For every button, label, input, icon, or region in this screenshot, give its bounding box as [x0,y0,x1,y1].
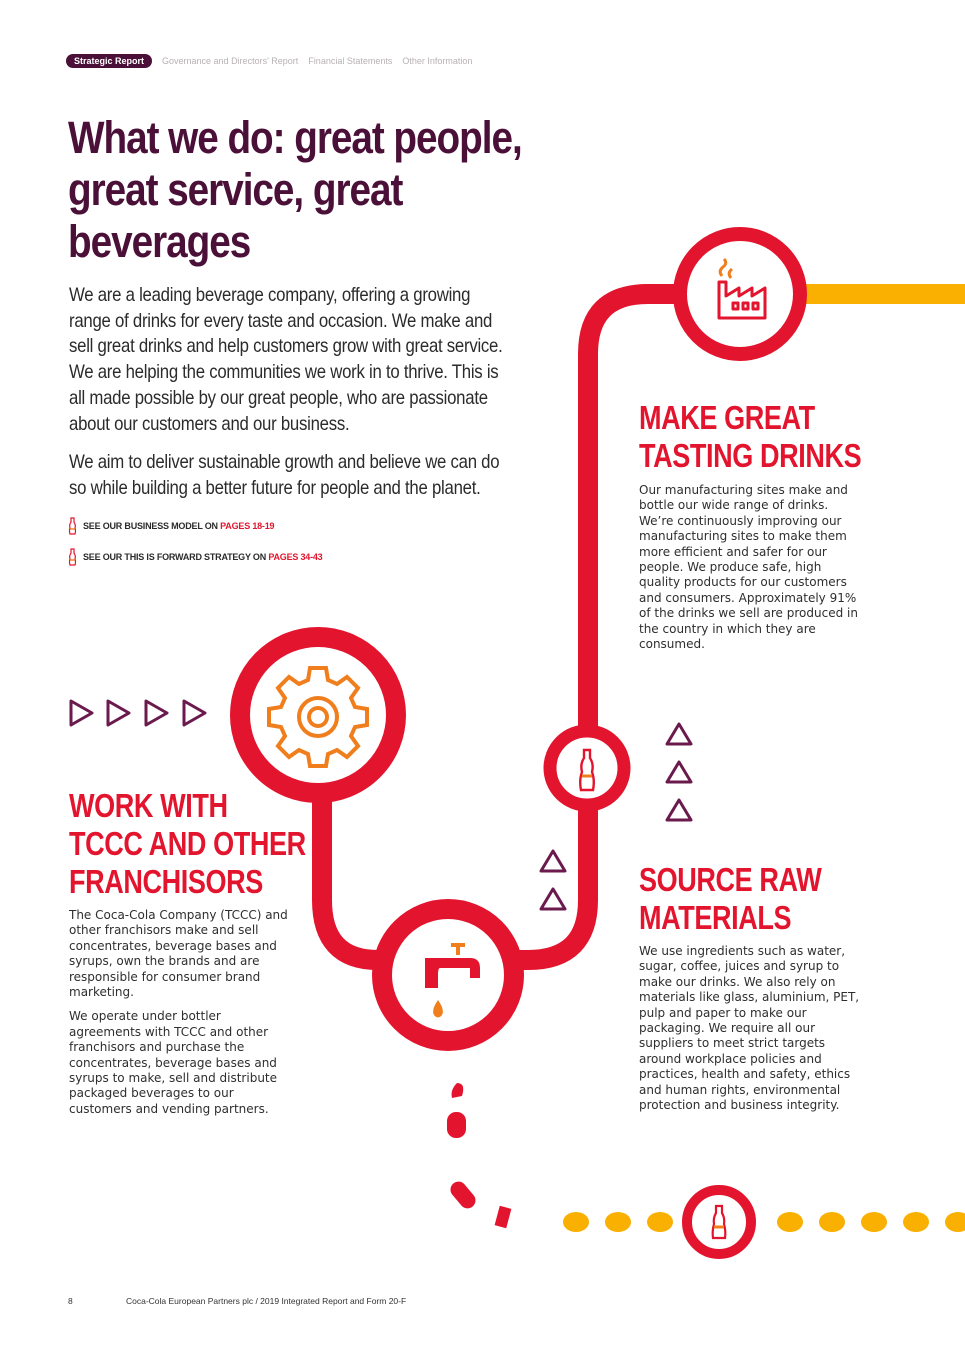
work-tccc-paragraph-1: The Coca-Cola Company (TCCC) and other franchisors make and sell concentrates, beverage bases and syrups, own the brands and are responsible for consumer brand marketing. [69,908,288,1000]
source-materials-heading-line1: SOURCE RAW [639,861,822,898]
work-tccc-heading-line2: TCCC AND OTHER [69,825,306,862]
make-drinks-paragraph: Our manufacturing sites make and bottle our wide range of drinks. We’re continuously improving our manufacturing sites to make them more efficient and safer for our people. We produce safe, high quality products for our customers and consumers. Approximately 91% of the drinks we sell are produced in the country in which they are consumed. [639,483,858,652]
bottle-circle-bottom [687,1190,751,1254]
intro-text [69,283,508,515]
section-nav [66,54,472,68]
intro-paragraph-1: We are a leading beverage company, offering a growing range of drinks for every taste and occasion. We make and sell great drinks and help customers grow with great service. We are helping the communities we work in to thrive. This is all made possible by our great people, who are passionate about our customers and our business. [69,284,503,435]
business-model-link-label: SEE OUR BUSINESS MODEL ON [83,521,221,531]
gear-circle [240,637,396,793]
strategy-link-pages[interactable]: PAGES 34-43 [268,552,323,562]
source-materials-heading-line2: MATERIALS [639,899,792,936]
business-model-link[interactable] [68,517,274,535]
footer-text: Coca-Cola European Partners plc / 2019 Integrated Report and Form 20-F [126,1296,407,1306]
page-number: 8 [68,1296,73,1306]
yellow-dots-bottom [563,1212,965,1232]
red-droplets [447,1083,511,1228]
nav-tab-strategic-report[interactable]: Strategic Report [66,54,152,68]
business-model-link-pages[interactable]: PAGES 18-19 [220,521,275,531]
source-materials-heading [639,861,821,937]
red-path-lower [322,790,388,960]
make-drinks-body [639,483,864,661]
work-tccc-paragraph-2: We operate under bottler agreements with TCCC and other franchisors and purchase the concentrates, beverage bases and syrups to make, sell and distribute packaged beverages to our customers and vending partners. [69,1009,278,1116]
page-title-line1: What we do: great people, [68,112,522,163]
work-tccc-heading-line1: WORK WITH [69,787,228,824]
page-title [68,112,584,268]
make-drinks-heading [639,399,861,475]
nav-tab-other-information[interactable]: Other Information [402,56,473,66]
work-tccc-body [69,908,289,1126]
bottle-icon [68,517,77,535]
nav-tab-financial-statements[interactable]: Financial Statements [308,56,393,66]
intro-paragraph-2: We aim to deliver sustainable growth and believe we can do so while building a better future for people and the planet. [69,451,500,499]
source-materials-paragraph: We use ingredients such as water, sugar, coffee, juices and syrup to make our drinks. We also rely on materials like glass, aluminium, PET, pulp and paper to make our packaging. We require all our suppliers to meet strict targets around workplace policies and practices, health and safety, ethics and human rights, environmental protection and business integrity. [639,944,860,1113]
red-path-middle [510,800,588,960]
bottle-circle-path [550,731,624,805]
make-drinks-heading-line2: TASTING DRINKS [639,437,862,474]
page-title-line2: great service, great beverages [68,164,403,267]
tap-circle [382,909,514,1041]
bottle-icon [68,548,77,566]
strategy-link[interactable] [68,548,323,566]
arrows-right [71,701,205,725]
work-tccc-heading-line3: FRANCHISORS [69,863,263,900]
work-tccc-heading [69,787,306,901]
nav-tab-governance[interactable]: Governance and Directors' Report [162,56,299,66]
make-drinks-heading-line1: MAKE GREAT [639,399,815,436]
source-materials-body [639,944,864,1122]
strategy-link-label: SEE OUR THIS IS FORWARD STRATEGY ON [83,552,269,562]
